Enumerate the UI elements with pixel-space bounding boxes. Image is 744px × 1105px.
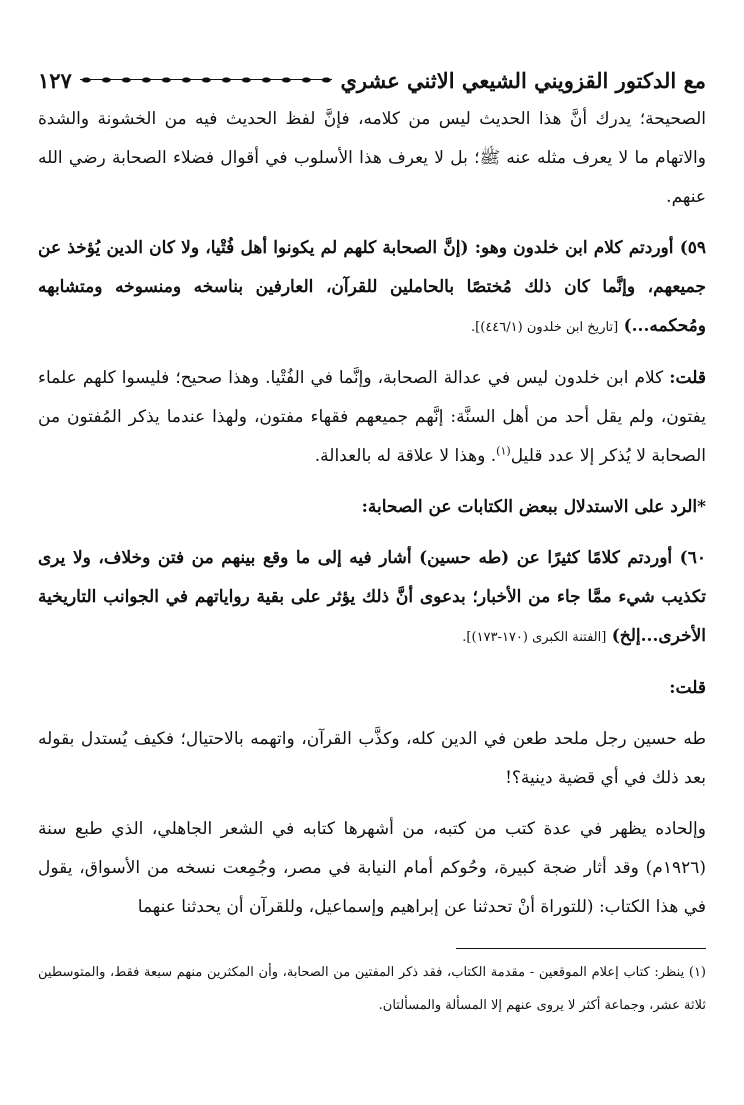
footnote-marker: (١) <box>496 444 511 458</box>
paragraph-continuation: الصحيحة؛ يدرك أنَّ هذا الحديث ليس من كلامه، فإنَّ لفظ الحديث فيه من الخشونة والشدة والاتهام ما لا يعرف مثله عنه ﷺ؛ بل لا يعرف هذا الأسلوب في أقوال فضلاء الصحابة رضي الله عنهم. <box>38 109 706 207</box>
paragraph-ilhad: وإلحاده يظهر في عدة كتب من كتبه، من أشهرها كتابه في الشعر الجاهلي، الذي طبع سنة (١٩٢٦م) وقد أثار ضجة كبيرة، وحُوكم أمام النيابة في مصر، وجُمِعت نسخه من الأسواق، يقول في هذا الكتاب: (للتوراة أنْ تحدثنا عن إبراهيم وإسماعيل، وللقرآن أن يحدثنا عنهما <box>38 819 706 917</box>
reply-text-end: . وهذا لا علاقة له بالعدالة. <box>314 446 497 466</box>
header-ornament <box>80 73 333 87</box>
reply-label-2: قلت: <box>669 678 706 698</box>
page-header <box>38 60 706 100</box>
running-title: مع الدكتور القزويني الشيعي الاثني عشري <box>340 67 706 93</box>
page-number: ١٢٧ <box>38 67 72 93</box>
footnote-area <box>38 956 706 1022</box>
paragraph-taha-hussein: طه حسين رجل ملحد طعن في الدين كله، وكذَّب القرآن، واتهمه بالاحتيال؛ فكيف يُستدل بقوله بعد ذلك في أي قضية دينية؟! <box>38 729 706 788</box>
book-page <box>38 60 706 1090</box>
footnote-divider <box>456 948 706 949</box>
paragraph-60 <box>38 539 706 657</box>
reply-label: قلت: <box>669 368 706 388</box>
paragraph-reply-1 <box>38 359 706 476</box>
quote-taha-hussein: ٦٠) أوردتم كلامًا كثيرًا عن (طه حسين) أشار فيه إلى ما وقع بينهم من فتن وخلاف، ولا يرى تكذيب شيء ممَّا جاء من الأخبار؛ بدعوى أنَّ ذلك يؤثر على بقية رواياتهم في الجوانب التاريخية الأخرى...إلخ) <box>38 548 706 646</box>
section-heading: *الرد على الاستدلال ببعض الكتابات عن الصحابة: <box>361 497 706 517</box>
citation-fitna: [الفتنة الكبرى (١٧٠-١٧٣)]. <box>462 630 607 645</box>
citation-ibn-khaldun: [تاريخ ابن خلدون (٤٤٦/١)]. <box>471 320 619 335</box>
paragraph-59 <box>38 229 706 347</box>
quote-ibn-khaldun: ٥٩) أوردتم كلام ابن خلدون وهو: (إنَّ الصحابة كلهم لم يكونوا أهل فُتْيا، ولا كان الدين يُؤخذ عن جميعهم، وإنَّما كان ذلك مُختصًا بالحاملين للقرآن، العارفين بناسخه ومنسوخه ومتشابهه ومُحكمه...) <box>38 238 706 336</box>
reply-text: كلام ابن خلدون ليس في عدالة الصحابة، وإنَّما في الفُتْيا. وهذا صحيح؛ فليسوا كلهم علماء يفتون، ولم يقل أحد من أهل السنَّة: إنَّهم جميعهم فقهاء مفتون، ولهذا عندما يذكر المُفتون من الصحابة لا يُذكر إلا عدد قليل <box>38 368 706 466</box>
footnote-1: (١) ينظر: كتاب إعلام الموقعين - مقدمة الكتاب، فقد ذكر المفتين من الصحابة، وأن المكثرين منهم سبعة فقط، والمتوسطين ثلاثة عشر، وجماعة أكثر لا يروى عنهم إلا المسألة والمسألتان. <box>38 965 706 1013</box>
